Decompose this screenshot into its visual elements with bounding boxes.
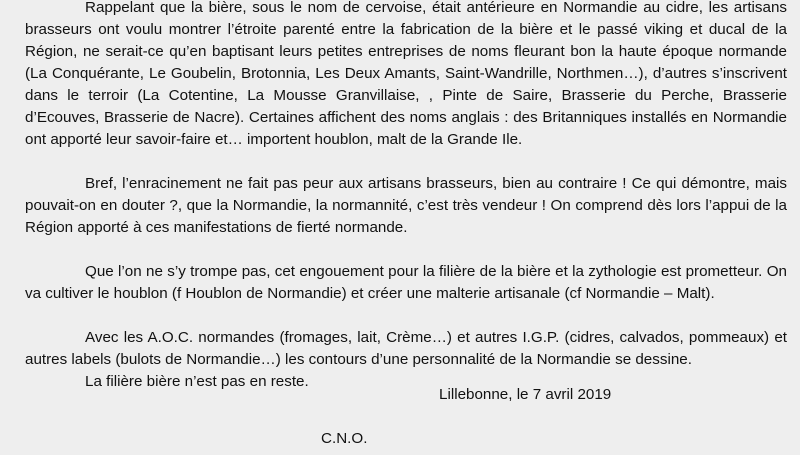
paragraph-hops-malt: Que l’on ne s’y trompe pas, cet engouement pour la filière de la bière et la zythologie est prometteur. On va cultiver le houblon (f Houblon de Normandie) et créer une malterie artisanale (cf Normandie – Malt).	[25, 263, 787, 302]
paragraph-rootedness: Bref, l’enracinement ne fait pas peur aux artisans brasseurs, bien au contraire ! Ce qui démontre, mais pouvait-on en douter ?, que la Normandie, la normannité, c’est très vendeur ! On comprend dès lors l’appui de la Région apporté à ces manifestations de fierté normande.	[25, 175, 787, 236]
document-body	[25, 0, 787, 393]
paragraph-beer-sector: La filière bière n’est pas en reste.	[85, 373, 309, 390]
paragraph-labels: Avec les A.O.C. normandes (fromages, lait, Crème…) et autres I.G.P. (cidres, calvados, pommeaux) et autres labels (bulots de Normandie…) les contours d’une personnalité de la Normandie se dessine.	[25, 329, 787, 368]
paragraph-beer-history: Rappelant que la bière, sous le nom de cervoise, était antérieure en Normandie au cidre, les artisans brasseurs ont voulu montrer l’étroite parenté entre la fabrication de la bière et le passé viking et ducal de la Région, ne serait-ce qu’en baptisant leurs petites entreprises de noms fleurant bon la haute époque normande (La Conquérante, Le Goubelin, Brotonnia, Les Deux Amants, Saint-Wandrille, Northmen…), d’autres s’inscrivent dans le terroir (La Cotentine, La Mousse Granvillaise, , Pinte de Saire, Brasserie du Perche, Brasserie d’Ecouves, Brasserie de Nacre). Certaines affichent des noms anglais : des Britanniques installés en Normandie ont apporté leur savoir-faire et… importent houblon, malt de la Grande Ile.	[25, 0, 787, 148]
signature: C.N.O.	[321, 430, 368, 447]
place-date: Lillebonne, le 7 avril 2019	[439, 386, 612, 403]
